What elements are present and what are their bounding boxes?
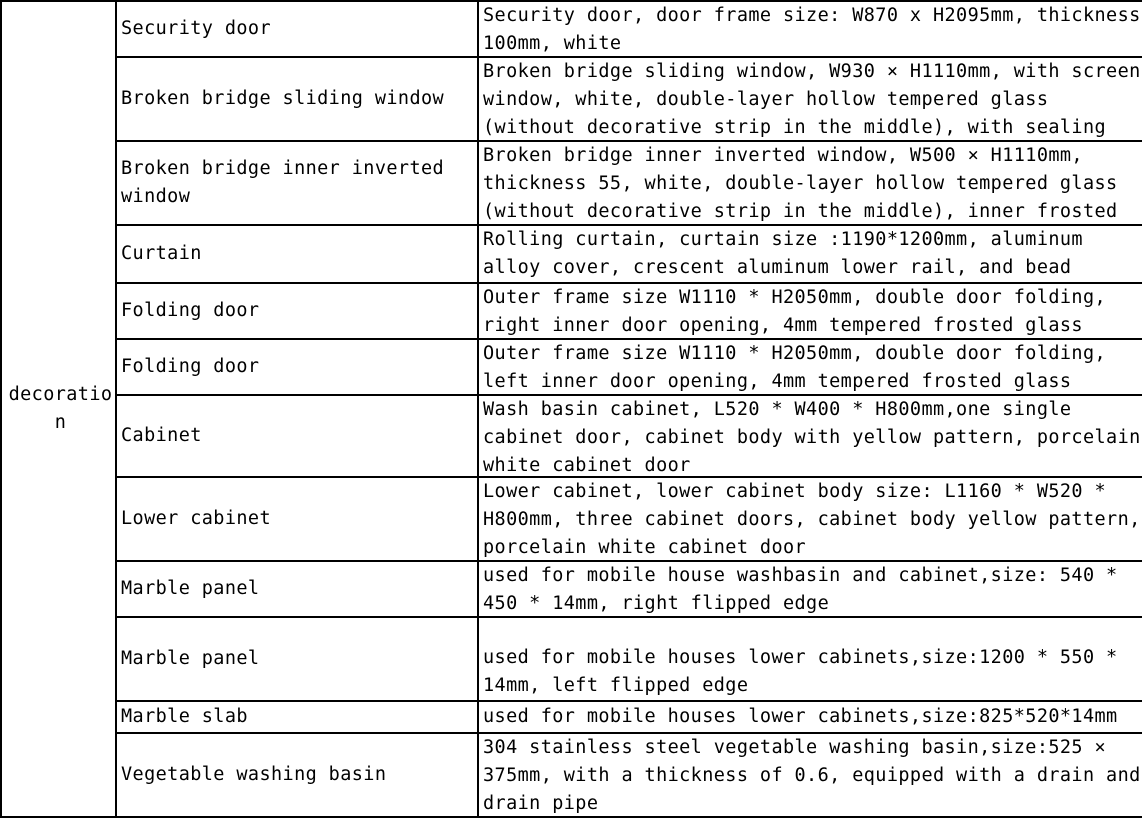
item-name: Marble panel — [116, 617, 478, 701]
item-name: Broken bridge inner inverted window — [116, 141, 478, 225]
item-description — [478, 141, 1142, 225]
item-description — [478, 733, 1142, 817]
table-row — [1, 733, 1142, 817]
item-description-text: 304 stainless steel vegetable washing basin,size:525 × 375mm, with a thickness of 0.6, equipped with a drain and drain pipe — [483, 737, 1141, 814]
item-description-text: Rolling curtain, curtain size :1190*1200mm, aluminum alloy cover, crescent aluminum lower rail, and bead — [483, 229, 1083, 278]
item-description — [478, 1, 1142, 57]
item-name: Cabinet — [116, 395, 478, 477]
table-row — [1, 141, 1142, 225]
item-name: Vegetable washing basin — [116, 733, 478, 817]
item-description-text: used for mobile house washbasin and cabinet,size: 540 * 450 * 14mm, right flipped edge — [483, 565, 1118, 614]
table-row — [1, 225, 1142, 283]
item-name: Marble slab — [116, 701, 478, 733]
table-row — [1, 395, 1142, 477]
item-name: Folding door — [116, 283, 478, 339]
item-description — [478, 339, 1142, 395]
table-row — [1, 561, 1142, 617]
item-description-text: Lower cabinet, lower cabinet body size: L1160 * W520 * H800mm, three cabinet doors, cabinet body yellow pattern, porcelain white cabinet door — [483, 481, 1141, 558]
table-row — [1, 477, 1142, 561]
item-name: Folding door — [116, 339, 478, 395]
item-description-text: used for mobile houses lower cabinets,size:1200 * 550 * 14mm, left flipped edge — [483, 647, 1118, 696]
item-description-text: Security door, door frame size: W870 x H2095mm, thickness 100mm, white — [483, 5, 1141, 54]
item-description-text: Broken bridge sliding window, W930 × H1110mm, with screen window, white, double-layer hollow tempered glass (without decorative strip in the middle), with sealing — [483, 61, 1141, 138]
category-cell: decoration — [1, 1, 116, 817]
table-row — [1, 339, 1142, 395]
item-description — [478, 283, 1142, 339]
table-row — [1, 57, 1142, 141]
item-description — [478, 561, 1142, 617]
item-description-text: used for mobile houses lower cabinets,size:825*520*14mm — [483, 706, 1118, 727]
table-row — [1, 283, 1142, 339]
item-description — [478, 617, 1142, 701]
item-name: Broken bridge sliding window — [116, 57, 478, 141]
table-row — [1, 617, 1142, 701]
item-name: Marble panel — [116, 561, 478, 617]
table-row — [1, 1, 1142, 57]
table-row — [1, 701, 1142, 733]
item-description-text: Wash basin cabinet, L520 * W400 * H800mm,one single cabinet door, cabinet body with yellow pattern, porcelain white cabinet door — [483, 399, 1141, 476]
item-description — [478, 57, 1142, 141]
item-description — [478, 477, 1142, 561]
item-description — [478, 701, 1142, 733]
item-name: Lower cabinet — [116, 477, 478, 561]
item-name: Security door — [116, 1, 478, 57]
item-description — [478, 225, 1142, 283]
item-description-text: Broken bridge inner inverted window, W500 × H1110mm, thickness 55, white, double-layer hollow tempered glass (without decorative strip in the middle), inner frosted — [483, 145, 1118, 222]
item-description — [478, 395, 1142, 477]
item-description-text: Outer frame size W1110 * H2050mm, double door folding, left inner door opening, 4mm tempered frosted glass — [483, 343, 1107, 392]
item-name: Curtain — [116, 225, 478, 283]
item-description-text: Outer frame size W1110 * H2050mm, double door folding, right inner door opening, 4mm tempered frosted glass — [483, 287, 1107, 336]
